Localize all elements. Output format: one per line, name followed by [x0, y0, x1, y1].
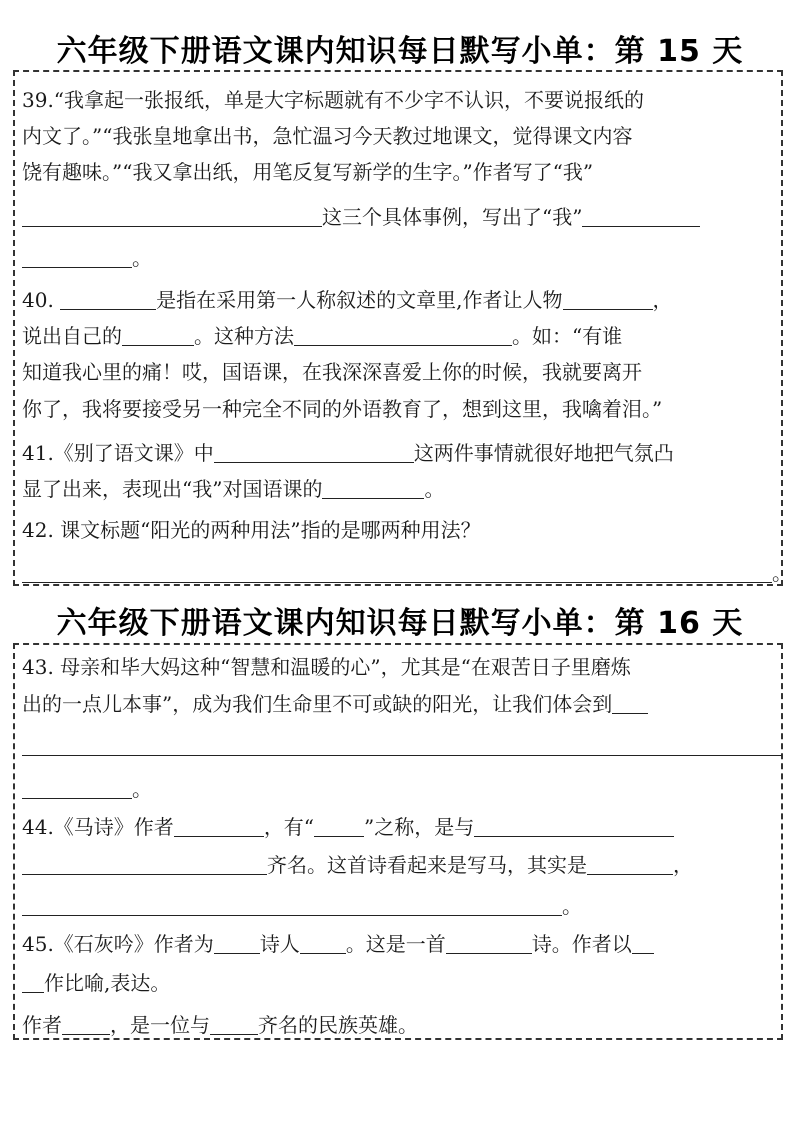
text-line: [22, 815, 674, 839]
fill-in-blank[interactable]: [22, 854, 267, 875]
line-text: 。如：“有谁: [512, 324, 623, 348]
fill-in-blank[interactable]: [62, 1014, 110, 1035]
fill-in-blank[interactable]: [587, 854, 673, 875]
text-line: [22, 88, 644, 112]
line-text: 饶有趣味。”“我又拿出纸，用笔反复写新学的生字。”作者写了“我”: [22, 160, 594, 184]
text-line: [22, 561, 792, 585]
fill-in-blank[interactable]: [563, 289, 653, 310]
line-text: ，: [673, 853, 693, 877]
line-text: 出的一点儿本事”，成为我们生命里不可或缺的阳光，让我们体会到: [22, 692, 613, 716]
fill-in-blank[interactable]: [294, 325, 512, 346]
line-text: 。这是一首: [345, 932, 446, 956]
fill-in-blank[interactable]: [22, 778, 132, 799]
text-line: [22, 205, 700, 229]
line-text: 是指在采用第一人称叙述的文章里,作者让人物: [156, 288, 563, 312]
fill-in-blank[interactable]: [474, 816, 674, 837]
line-text: 41.《别了语文课》中: [22, 441, 214, 465]
fill-in-blank[interactable]: [22, 206, 322, 227]
text-line: [22, 124, 632, 148]
line-text: 诗。作者以: [531, 932, 632, 956]
fill-in-blank[interactable]: [322, 478, 424, 499]
line-text: 。: [562, 894, 582, 918]
fill-in-blank[interactable]: [300, 933, 346, 954]
fill-in-blank[interactable]: [60, 289, 156, 310]
text-line: [22, 932, 654, 956]
text-line: [22, 477, 444, 501]
fill-in-blank[interactable]: [22, 247, 132, 268]
text-line: [22, 853, 693, 877]
fill-in-blank[interactable]: [22, 972, 44, 993]
line-text: 这两件事情就很好地把气氛凸: [413, 441, 674, 465]
fill-in-blank[interactable]: [612, 693, 648, 714]
fill-in-blank[interactable]: [214, 442, 414, 463]
line-text: 40.: [22, 288, 61, 312]
text-line: [22, 1013, 418, 1037]
line-text: 内文了。”“我张皇地拿出书，急忙温习今天教过地课文，觉得课文内容: [22, 124, 633, 148]
text-line: [22, 160, 593, 184]
line-text: 作比喻,表达: [44, 971, 151, 995]
text-line: [22, 360, 642, 384]
text-line: [22, 324, 622, 348]
line-text: 。: [132, 246, 152, 270]
text-line: [22, 397, 662, 421]
line-text: 39.“我拿起一张报纸，单是大字标题就有不少字不认识，不要说报纸的: [22, 88, 645, 112]
line-text: 43. 母亲和毕大妈这种“智慧和温暖的心”，尤其是“在艰苦日子里磨炼: [22, 655, 631, 679]
line-text: 作者: [22, 1013, 62, 1037]
fill-in-blank[interactable]: [122, 325, 194, 346]
text-line: [22, 692, 648, 716]
text-line: [22, 246, 152, 270]
fill-in-blank[interactable]: [22, 562, 772, 583]
text-line: [22, 971, 170, 995]
line-text: ，是一位与: [110, 1013, 210, 1037]
text-line: [22, 734, 782, 758]
line-text: 显了出来，表现出“我”对国语课的: [22, 477, 323, 501]
text-line: [22, 894, 582, 918]
text-line: [22, 518, 481, 542]
fill-in-blank[interactable]: [174, 816, 264, 837]
text-line: [22, 288, 673, 312]
line-text: 。: [150, 971, 171, 995]
fill-in-blank[interactable]: [22, 735, 782, 756]
line-text: 。: [424, 477, 445, 501]
line-text: ，有“: [263, 815, 315, 839]
line-text: 说出自己的: [22, 324, 122, 348]
line-text: ”之称，是与: [364, 815, 475, 839]
fill-in-blank[interactable]: [632, 933, 654, 954]
line-text: 诗人: [259, 932, 300, 956]
line-text: ，: [652, 288, 673, 312]
line-text: 这三个具体事例，写出了“我”: [322, 205, 583, 229]
line-text: 44.《马诗》作者: [22, 815, 174, 839]
line-text: 齐名。这首诗看起来是写马，其实是: [267, 853, 587, 877]
line-text: 齐名的民族英雄。: [258, 1013, 418, 1037]
line-text: 。这种方法: [194, 324, 294, 348]
fill-in-blank[interactable]: [446, 933, 532, 954]
page-title-day15: 六年级下册语文课内知识每日默写小单：第 15 天: [56, 34, 744, 69]
fill-in-blank[interactable]: [214, 933, 260, 954]
fill-in-blank[interactable]: [582, 206, 700, 227]
text-line: [22, 655, 631, 679]
page-title-day16: 六年级下册语文课内知识每日默写小单：第 16 天: [56, 606, 744, 641]
fill-in-blank[interactable]: [22, 895, 562, 916]
line-text: 。: [132, 777, 152, 801]
line-text: 你了，我将要接受另一种完全不同的外语教育了，想到这里，我噙着泪。”: [22, 397, 663, 421]
line-text: 42. 课文标题“阳光的两种用法”指的是哪两种用法？: [22, 518, 481, 542]
line-text: 45.《石灰吟》作者为: [22, 932, 214, 956]
text-line: [22, 441, 674, 465]
fill-in-blank[interactable]: [210, 1014, 258, 1035]
text-line: [22, 777, 152, 801]
line-text: 。: [772, 561, 792, 585]
line-text: 知道我心里的痛！哎，国语课，在我深深喜爱上你的时候，我就要离开: [22, 360, 642, 384]
fill-in-blank[interactable]: [314, 816, 364, 837]
